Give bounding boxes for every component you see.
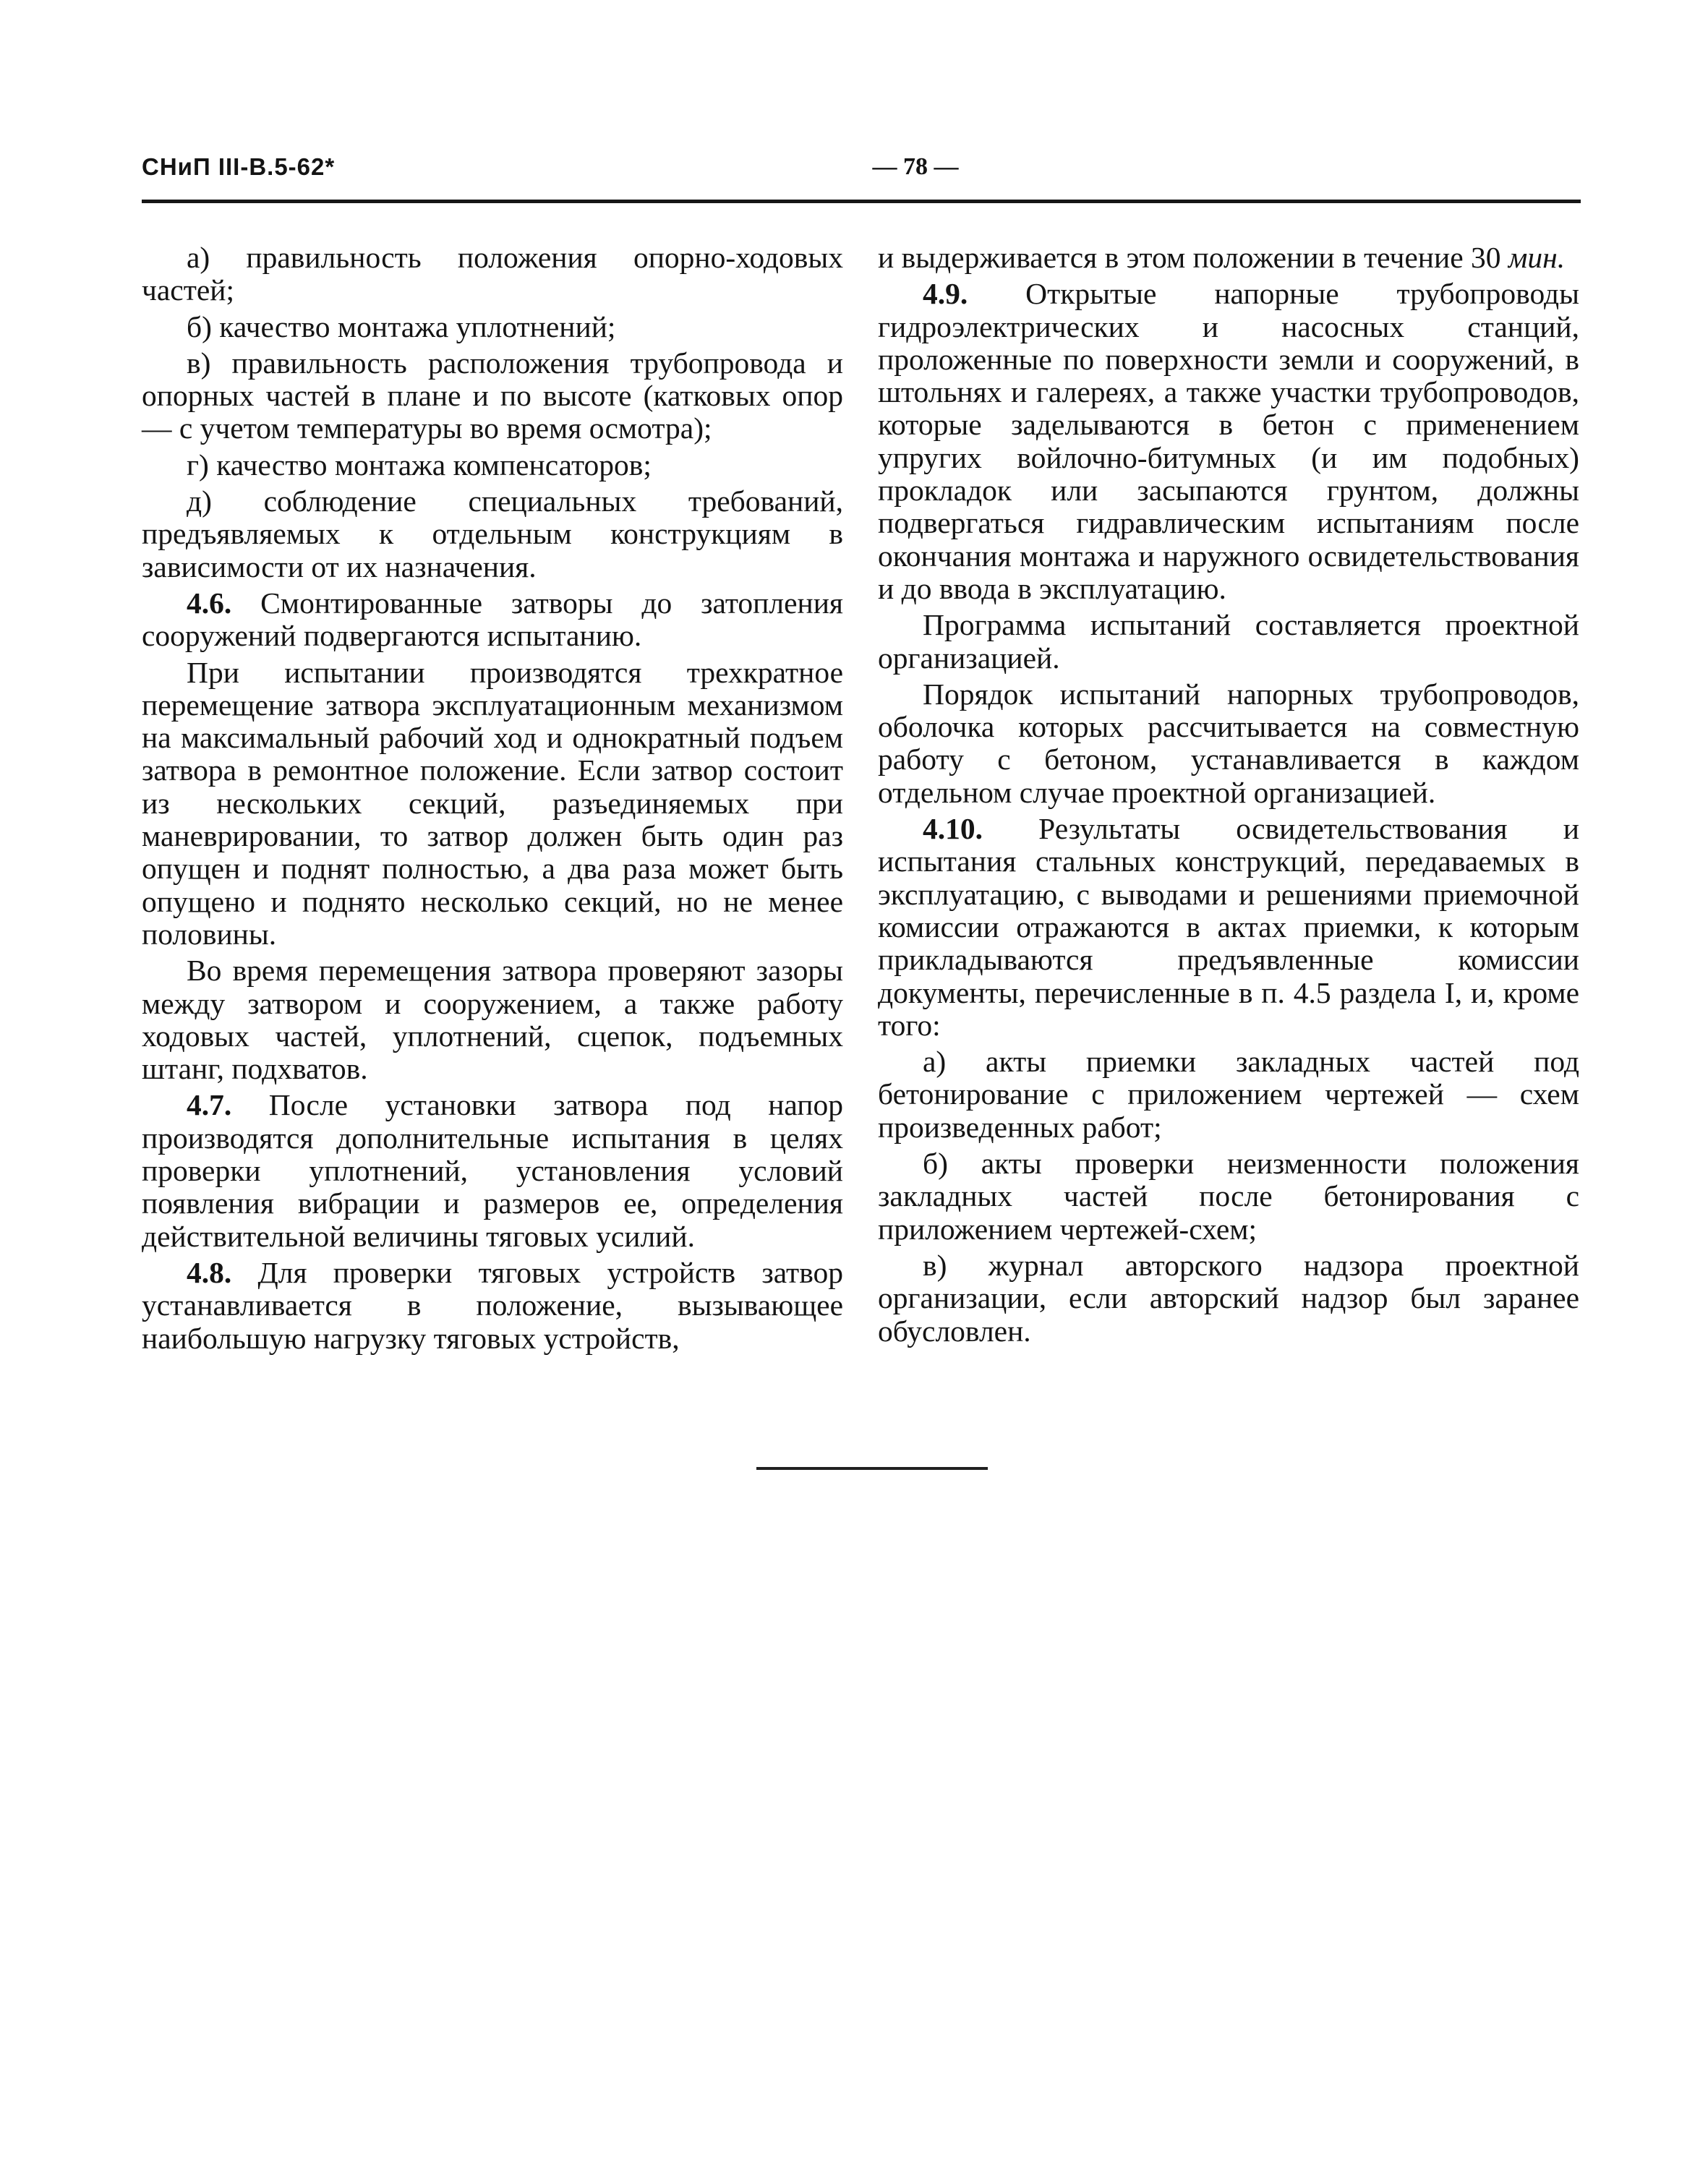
paragraph: Порядок испытаний напорных трубопроводов, оболочка которых рассчитывается на совместную работу с бетоном, устанавливается в каждом отдельном случае проектной организацией. — [878, 677, 1579, 809]
time-unit: мин. — [1508, 241, 1566, 274]
section-paragraph — [878, 813, 1579, 1042]
section-text: Смонтированные затворы до затопления сооружений подвергаются испытанию. — [142, 586, 844, 653]
paragraph: д) соблюдение специальных требований, предъявляемых к отдельным конструкциям в зависимости от их назначения. — [142, 484, 843, 583]
paragraph: б) акты проверки неизменности положения закладных частей после бетонирования с приложением чертежей-схем; — [878, 1147, 1579, 1246]
paragraph: в) правильность расположения трубопровода и опорных частей в плане и по высоте (катковых опор — с учетом температуры во время осмотра); — [142, 346, 843, 445]
page-header — [142, 153, 1581, 194]
paragraph — [878, 241, 1579, 274]
section-paragraph — [142, 587, 843, 653]
section-text: Результаты освидетельствования и испытания стальных конструкций, передаваемых в эксплуатацию, с выводами и решениями приемочной комиссии отражаются в актах приемки, к которым прикладываются предъявленные комиссии документы, перечисленные в п. 4.5 раздела I, и, кроме того: — [878, 812, 1579, 1042]
section-number: 4.8. — [187, 1255, 232, 1289]
section-number: 4.9. — [923, 277, 968, 311]
document-code: СНиП III-В.5-62* — [142, 153, 336, 180]
section-text: После установки затвора под напор производятся дополнительные испытания в целях проверки уплотнений, установления условий появления вибрации и размеров ее, определения действительной величины тяговых усилий. — [142, 1088, 844, 1253]
paragraph: а) акты приемки закладных частей под бетонирование с приложением чертежей — схем произведенных работ; — [878, 1045, 1579, 1144]
paragraph: в) журнал авторского надзора проектной организации, если авторский надзор был заранее обусловлен. — [878, 1248, 1579, 1348]
continued-text: и выдерживается в этом положении в течение 30 — [878, 241, 1501, 274]
section-paragraph — [142, 1089, 843, 1252]
paragraph: Во время перемещения затвора проверяют зазоры между затвором и сооружением, а также работу ходовых частей, уплотнений, сцепок, подъемных штанг, подхватов. — [142, 954, 843, 1086]
right-column — [878, 241, 1579, 1351]
paragraph: При испытании производятся трехкратное перемещение затвора эксплуатационным механизмом на максимальный рабочий ход и однократный подъем затвора в ремонтное положение. Если затвор состоит из нескольких секций, разъединяемых при маневрировании, то затвор должен быть один раз опущен и поднят полностью, а два раза может быть опущено и поднято несколько секций, но не менее половины. — [142, 655, 843, 951]
paragraph: Программа испытаний составляется проектной организацией. — [878, 608, 1579, 675]
paragraph: б) качество монтажа уплотнений; — [187, 309, 616, 343]
paragraph: а) правильность положения опорно-ходовых частей; — [142, 241, 843, 307]
section-paragraph — [142, 1257, 843, 1355]
section-number: 4.10. — [923, 812, 983, 846]
section-text: Открытые напорные трубопроводы гидроэлектрических и насосных станций, проложенные по поверхности земли и сооружений, в штольнях и галереях, а также участки трубопроводов, которые заделываются в бетон с применением упругих войлочно-битумных (и им подобных) прокладок или засыпаются грунтом, должны подвергаться гидравлическим испытаниям после окончания монтажа и наружного освидетельствования и до ввода в эксплуатацию. — [878, 277, 1579, 605]
page-number: — 78 — — [872, 153, 959, 180]
left-column — [142, 241, 843, 1359]
section-paragraph — [878, 278, 1579, 605]
section-text: Для проверки тяговых устройств затвор устанавливается в положение, вызывающее наибольшую нагрузку тяговых устройств, — [142, 1255, 844, 1355]
section-number: 4.6. — [187, 586, 232, 620]
section-number: 4.7. — [187, 1088, 232, 1122]
paragraph: г) качество монтажа компенсаторов; — [187, 448, 652, 482]
end-rule — [756, 1467, 988, 1470]
header-rule — [142, 200, 1581, 203]
